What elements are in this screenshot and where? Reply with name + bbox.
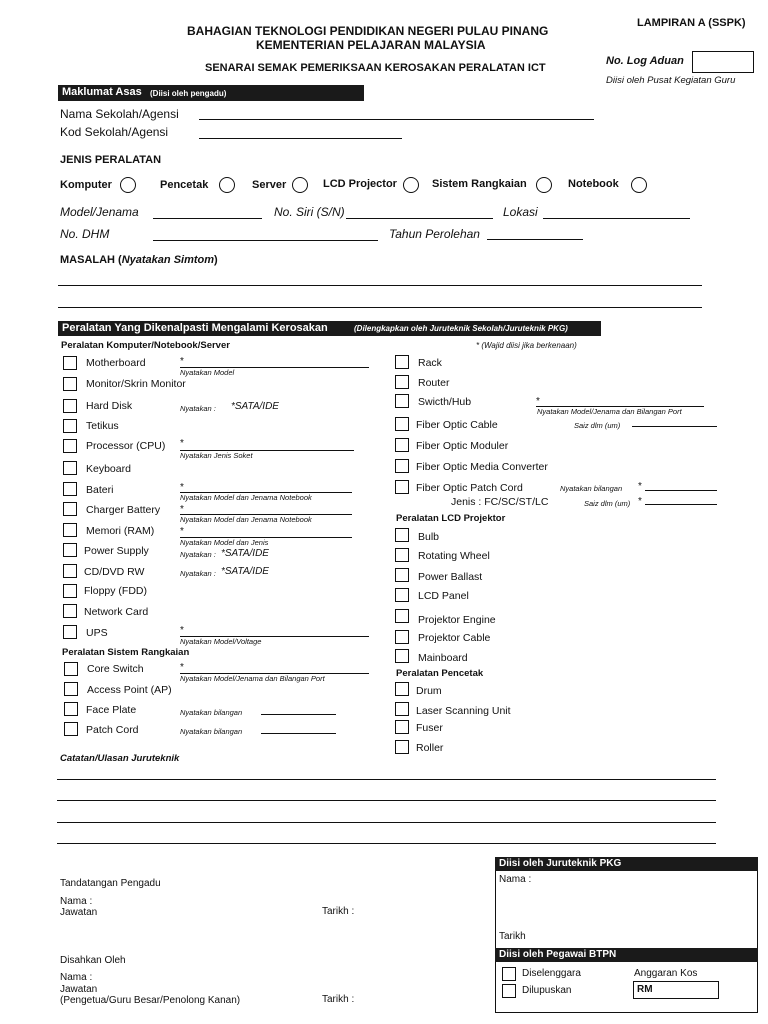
item-core-switch: Core Switch xyxy=(87,663,144,675)
item-engine: Projektor Engine xyxy=(418,614,496,626)
item-wheel: Rotating Wheel xyxy=(418,550,490,562)
item-monitor: Monitor/Skrin Monitor xyxy=(86,378,186,390)
pengesah-tarikh: Tarikh : xyxy=(322,994,355,1005)
opt-notebook-radio[interactable] xyxy=(631,177,647,193)
wajib-note: * (Wajid diisi jika berkenaan) xyxy=(476,341,577,350)
diselenggara-label: Diselenggara xyxy=(522,968,581,979)
cb-tetikus[interactable] xyxy=(63,419,77,433)
harddisk-value: *SATA/IDE xyxy=(231,401,279,412)
fo-patch-jenis: Jenis : FC/SC/ST/LC xyxy=(451,496,549,508)
item-motherboard: Motherboard xyxy=(86,357,146,369)
rangkaian-section-title: Peralatan Sistem Rangkaian xyxy=(62,647,190,658)
cb-processor[interactable] xyxy=(63,439,77,453)
opt-lcd-label: LCD Projector xyxy=(323,178,397,190)
pengesah-pengetua: (Pengetua/Guru Besar/Penolong Kanan) xyxy=(60,995,241,1006)
kerosakan-note: (Dilengkapkan oleh Juruteknik Sekolah/Juruteknik PKG) xyxy=(354,324,568,333)
masalah-line-2[interactable] xyxy=(58,307,702,308)
cb-power[interactable] xyxy=(63,543,77,557)
star: * xyxy=(180,356,184,367)
motherboard-note: Nyatakan Model xyxy=(180,368,235,377)
cddvd-note: Nyatakan : xyxy=(180,569,216,578)
siri-field[interactable] xyxy=(346,218,493,219)
cb-access-point[interactable] xyxy=(64,682,78,696)
btpn-bar xyxy=(495,948,758,962)
cb-lcd-panel[interactable] xyxy=(395,588,409,602)
cb-keyboard[interactable] xyxy=(63,461,77,475)
processor-note: Nyatakan Jenis Soket xyxy=(180,451,253,460)
form-title: SENARAI SEMAK PEMERIKSAAN KEROSAKAN PERALATAN ICT xyxy=(205,62,546,74)
model-field[interactable] xyxy=(153,218,262,219)
star: * xyxy=(638,496,642,507)
cb-dilupuskan[interactable] xyxy=(502,984,516,998)
cb-fo-moduler[interactable] xyxy=(395,438,409,452)
rm-label: RM xyxy=(637,984,653,995)
charger-note: Nyatakan Model dan Jenama Notebook xyxy=(180,515,312,524)
star: * xyxy=(180,504,184,515)
item-bateri: Bateri xyxy=(86,484,114,496)
dhm-label: No. DHM xyxy=(60,227,110,241)
cb-core-switch[interactable] xyxy=(64,662,78,676)
cb-fo-patch[interactable] xyxy=(395,480,409,494)
star: * xyxy=(180,526,184,537)
model-label: Model/Jenama xyxy=(60,205,139,219)
item-power: Power Supply xyxy=(84,545,149,557)
star: * xyxy=(536,396,540,407)
cb-mainboard[interactable] xyxy=(395,649,409,663)
cb-face-plate[interactable] xyxy=(64,702,78,716)
pengesah-nama: Nama : xyxy=(60,972,93,983)
power-value: *SATA/IDE xyxy=(221,548,269,559)
lokasi-label: Lokasi xyxy=(503,205,538,219)
item-fo-patch: Fiber Optic Patch Cord xyxy=(416,482,523,494)
tandatangan-label: Tandatangan Pengadu xyxy=(60,878,161,889)
cb-rack[interactable] xyxy=(395,355,409,369)
cb-harddisk[interactable] xyxy=(63,399,77,413)
item-ballast: Power Ballast xyxy=(418,571,483,583)
fo-patch-bil-field[interactable] xyxy=(645,490,717,491)
cb-engine[interactable] xyxy=(395,609,409,623)
item-roller: Roller xyxy=(416,742,444,754)
item-rack: Rack xyxy=(418,357,442,369)
core-switch-note: Nyatakan Model/Jenama dan Bilangan Port xyxy=(180,674,325,683)
item-keyboard: Keyboard xyxy=(86,463,131,475)
kod-sekolah-label: Kod Sekolah/Agensi xyxy=(60,125,169,139)
maklumat-bar xyxy=(58,85,364,101)
cb-motherboard[interactable] xyxy=(63,356,77,370)
dilupuskan-label: Dilupuskan xyxy=(522,985,572,996)
opt-rangkaian-radio[interactable] xyxy=(536,177,552,193)
lokasi-field[interactable] xyxy=(543,218,690,219)
fo-patch-saiz-field[interactable] xyxy=(645,504,717,505)
catatan-line-4[interactable] xyxy=(57,843,716,844)
pengadu-nama: Nama : xyxy=(60,896,93,907)
opt-komputer-label: Komputer xyxy=(60,179,112,191)
siri-label: No. Siri (S/N) xyxy=(274,205,345,219)
cddvd-value: *SATA/IDE xyxy=(221,566,269,577)
anggaran-label: Anggaran Kos xyxy=(634,968,698,979)
maklumat-title: Maklumat Asas xyxy=(62,86,142,98)
power-note: Nyatakan : xyxy=(180,550,216,559)
item-charger: Charger Battery xyxy=(86,504,161,516)
cb-drum[interactable] xyxy=(395,682,409,696)
log-note: Diisi oleh Pusat Kegiatan Guru xyxy=(606,75,736,86)
item-memori: Memori (RAM) xyxy=(86,525,155,537)
catatan-line-2[interactable] xyxy=(57,800,716,801)
catatan-title: Catatan/Ulasan Juruteknik xyxy=(60,753,180,764)
patch-cord-note: Nyatakan bilangan xyxy=(180,727,243,736)
jenis-title: JENIS PERALATAN xyxy=(60,154,162,166)
cb-diselenggara[interactable] xyxy=(502,967,516,981)
cb-cddvd[interactable] xyxy=(63,564,77,578)
cb-charger[interactable] xyxy=(63,502,77,516)
item-laser: Laser Scanning Unit xyxy=(416,705,511,717)
pkg-nama: Nama : xyxy=(499,874,532,885)
nama-sekolah-label: Nama Sekolah/Agensi xyxy=(60,107,179,121)
harddisk-note: Nyatakan : xyxy=(180,404,216,413)
face-plate-field[interactable] xyxy=(261,714,336,715)
header-title: BAHAGIAN TEKNOLOGI PENDIDIKAN NEGERI PULAU PINANG xyxy=(187,24,549,38)
fo-patch-saiz-note: Saiz dlm (um) xyxy=(584,499,631,508)
anggaran-input[interactable] xyxy=(633,981,719,999)
opt-notebook-label: Notebook xyxy=(568,178,619,190)
tahun-label: Tahun Perolehan xyxy=(389,227,480,241)
tahun-field[interactable] xyxy=(487,239,583,240)
lcd-section-title: Peralatan LCD Projektor xyxy=(396,513,506,524)
opt-server-label: Server xyxy=(252,179,287,191)
bateri-note: Nyatakan Model dan Jenama Notebook xyxy=(180,493,312,502)
cb-bateri[interactable] xyxy=(63,482,77,496)
pkg-title: Diisi oleh Juruteknik PKG xyxy=(499,858,622,869)
switch-note: Nyatakan Model/Jenama dan Bilangan Port xyxy=(537,407,682,416)
cb-network[interactable] xyxy=(63,604,77,618)
cb-fo-cable[interactable] xyxy=(395,417,409,431)
cb-wheel[interactable] xyxy=(395,548,409,562)
opt-pencetak-radio[interactable] xyxy=(219,177,235,193)
cb-router[interactable] xyxy=(395,375,409,389)
item-lcd-panel: LCD Panel xyxy=(418,590,469,602)
ups-note: Nyatakan Model/Voltage xyxy=(180,637,262,646)
log-input-box[interactable] xyxy=(692,51,754,73)
cb-floppy[interactable] xyxy=(63,584,77,598)
item-fuser: Fuser xyxy=(416,722,443,734)
cb-fuser[interactable] xyxy=(395,720,409,734)
opt-rangkaian-label: Sistem Rangkaian xyxy=(432,178,527,190)
face-plate-note: Nyatakan bilangan xyxy=(180,708,243,717)
komputer-section-title: Peralatan Komputer/Notebook/Server xyxy=(61,340,230,351)
cb-switch[interactable] xyxy=(395,394,409,408)
opt-server-radio[interactable] xyxy=(292,177,308,193)
pkg-tarikh: Tarikh xyxy=(499,931,526,942)
pkg-bar xyxy=(495,857,758,871)
kerosakan-title: Peralatan Yang Dikenalpasti Mengalami Kerosakan xyxy=(62,322,328,334)
cb-monitor[interactable] xyxy=(63,377,77,391)
star: * xyxy=(180,625,184,636)
cb-bulb[interactable] xyxy=(395,528,409,542)
item-ups: UPS xyxy=(86,627,108,639)
pengadu-tarikh: Tarikh : xyxy=(322,906,355,917)
opt-lcd-radio[interactable] xyxy=(403,177,419,193)
item-switch: Swicth/Hub xyxy=(418,396,472,408)
star: * xyxy=(180,482,184,493)
item-harddisk: Hard Disk xyxy=(86,400,133,412)
item-processor: Processor (CPU) xyxy=(86,440,166,452)
nama-sekolah-field[interactable] xyxy=(199,119,594,120)
item-face-plate: Face Plate xyxy=(86,704,137,716)
cb-ups[interactable] xyxy=(63,625,77,639)
cb-proj-cable[interactable] xyxy=(395,630,409,644)
fo-patch-bil-note: Nyatakan bilangan xyxy=(560,484,623,493)
cb-memori[interactable] xyxy=(63,523,77,537)
item-cddvd: CD/DVD RW xyxy=(84,566,145,578)
kerosakan-bar xyxy=(58,321,601,336)
item-access-point: Access Point (AP) xyxy=(87,684,172,696)
cb-fo-converter[interactable] xyxy=(395,459,409,473)
star: * xyxy=(180,438,184,449)
cb-patch-cord[interactable] xyxy=(64,722,78,736)
catatan-line-1[interactable] xyxy=(57,779,716,780)
log-label: No. Log Aduan xyxy=(606,55,684,67)
item-patch-cord: Patch Cord xyxy=(86,724,139,736)
memori-note: Nyatakan Model dan Jenis xyxy=(180,538,269,547)
star: * xyxy=(180,662,184,673)
disahkan-label: Disahkan Oleh xyxy=(60,955,126,966)
dhm-field[interactable] xyxy=(153,240,378,241)
pencetak-section-title: Peralatan Pencetak xyxy=(396,668,484,679)
cb-ballast[interactable] xyxy=(395,568,409,582)
pengadu-jawatan: Jawatan xyxy=(60,907,98,918)
item-fo-converter: Fiber Optic Media Converter xyxy=(416,461,548,473)
item-proj-cable: Projektor Cable xyxy=(418,632,491,644)
kod-sekolah-field[interactable] xyxy=(199,138,402,139)
cb-roller[interactable] xyxy=(395,740,409,754)
maklumat-note: (Diisi oleh pengadu) xyxy=(150,89,227,98)
item-tetikus: Tetikus xyxy=(86,420,119,432)
btpn-title: Diisi oleh Pegawai BTPN xyxy=(499,949,617,960)
pengesah-jawatan: Jawatan xyxy=(60,984,98,995)
item-fo-moduler: Fiber Optic Moduler xyxy=(416,440,509,452)
catatan-line-3[interactable] xyxy=(57,822,716,823)
opt-komputer-radio[interactable] xyxy=(120,177,136,193)
masalah-label: MASALAH (Nyatakan Simtom) xyxy=(60,254,218,266)
item-drum: Drum xyxy=(416,685,442,697)
item-network: Network Card xyxy=(84,606,149,618)
item-router: Router xyxy=(418,377,450,389)
lampiran-label: LAMPIRAN A (SSPK) xyxy=(637,17,746,29)
patch-cord-field[interactable] xyxy=(261,733,336,734)
item-floppy: Floppy (FDD) xyxy=(84,585,148,597)
item-bulb: Bulb xyxy=(418,531,440,543)
item-fo-cable: Fiber Optic Cable xyxy=(416,419,498,431)
header-subtitle: KEMENTERIAN PELAJARAN MALAYSIA xyxy=(256,38,486,52)
cb-laser[interactable] xyxy=(395,702,409,716)
opt-pencetak-label: Pencetak xyxy=(160,179,209,191)
item-mainboard: Mainboard xyxy=(418,652,468,664)
masalah-line-1[interactable] xyxy=(58,285,702,286)
fo-cable-field[interactable] xyxy=(632,426,717,427)
fo-cable-note: Saiz dlm (um) xyxy=(574,421,621,430)
star: * xyxy=(638,481,642,492)
